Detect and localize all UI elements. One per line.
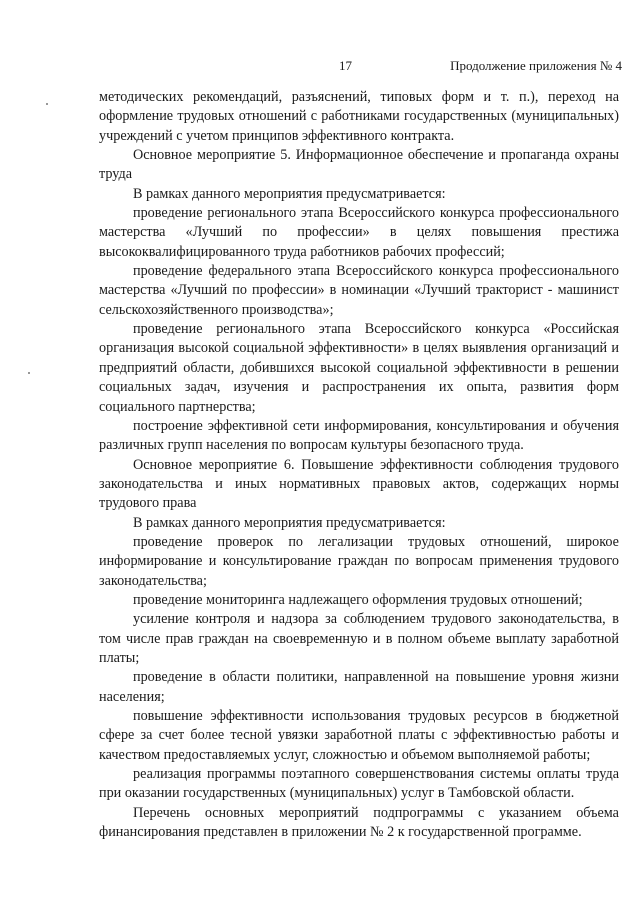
list-item: реализация программы поэтапного совершенствования системы оплаты труда при оказании государственных (муниципальных) услуг в Тамбовской области. — [99, 766, 619, 802]
list-item: проведение в области политики, направленной на повышение уровня жизни населения; — [99, 669, 619, 705]
section-heading-measure-5: Основное мероприятие 5. Информационное обеспечение и пропаганда охраны труда — [99, 147, 619, 183]
paragraph: Перечень основных мероприятий подпрограммы с указанием объема финансирования представлен в приложении № 2 к государственной программе. — [99, 804, 619, 841]
paragraph: методических рекомендаций, разъяснений, типовых форм и т. п.), переход на оформление трудовых отношений с работниками государственных (муниципальных) учреждений с учетом принципов эффективного контракта. — [99, 89, 619, 144]
section-heading-measure-6: Основное мероприятие 6. Повышение эффективности соблюдения трудового законодательства и иных нормативных правовых актов, содержащих нормы трудового права — [99, 456, 619, 512]
paragraph: В рамках данного мероприятия предусматривается: — [133, 514, 446, 531]
list-item: повышение эффективности использования трудовых ресурсов в бюджетной сфере за счет более тесной увязки заработной платы с эффективностью работы и качеством предоставляемых услуг, сложностью и объемом выполняемой работы; — [99, 708, 619, 763]
scan-speck — [28, 372, 30, 374]
page-header — [0, 58, 640, 78]
list-item: проведение проверок по легализации трудовых отношений, широкое информирование и консультирование граждан по вопросам применения трудового законодательства; — [99, 533, 619, 589]
list-item: проведение регионального этапа Всероссийского конкурса профессионального мастерства «Лучший по профессии» в целях повышения престижа высококвалифицированного труда работников рабочих профессий; — [99, 205, 619, 260]
scan-speck — [46, 103, 48, 105]
list-item: проведение федерального этапа Всероссийского конкурса профессионального мастерства «Лучший по профессии» в номинации «Лучший тракторист - машинист сельскохозяйственного производства»; — [99, 263, 619, 318]
appendix-continuation-note: Продолжение приложения № 4 — [450, 58, 622, 73]
list-item: построение эффективной сети информирования, консультирования и обучения различных групп населения по вопросам культуры безопасного труда. — [99, 417, 619, 454]
page-number: 17 — [339, 58, 352, 73]
list-item: усиление контроля и надзора за соблюдением трудового законодательства, в том числе прав граждан на своевременную и в полном объеме выплату заработной платы; — [99, 611, 619, 666]
document-body — [99, 88, 619, 842]
list-item: проведение мониторинга надлежащего оформления трудовых отношений; — [133, 591, 583, 608]
list-item: проведение регионального этапа Всероссийского конкурса «Российская организация высокой социальной эффективности» в целях выявления организаций и предприятий области, добившихся высокой социальной эффективности в решении социальных задач, изучения и распространения их опыта, развития форм социального партнерства; — [99, 321, 619, 415]
paragraph: В рамках данного мероприятия предусматривается: — [133, 185, 446, 202]
